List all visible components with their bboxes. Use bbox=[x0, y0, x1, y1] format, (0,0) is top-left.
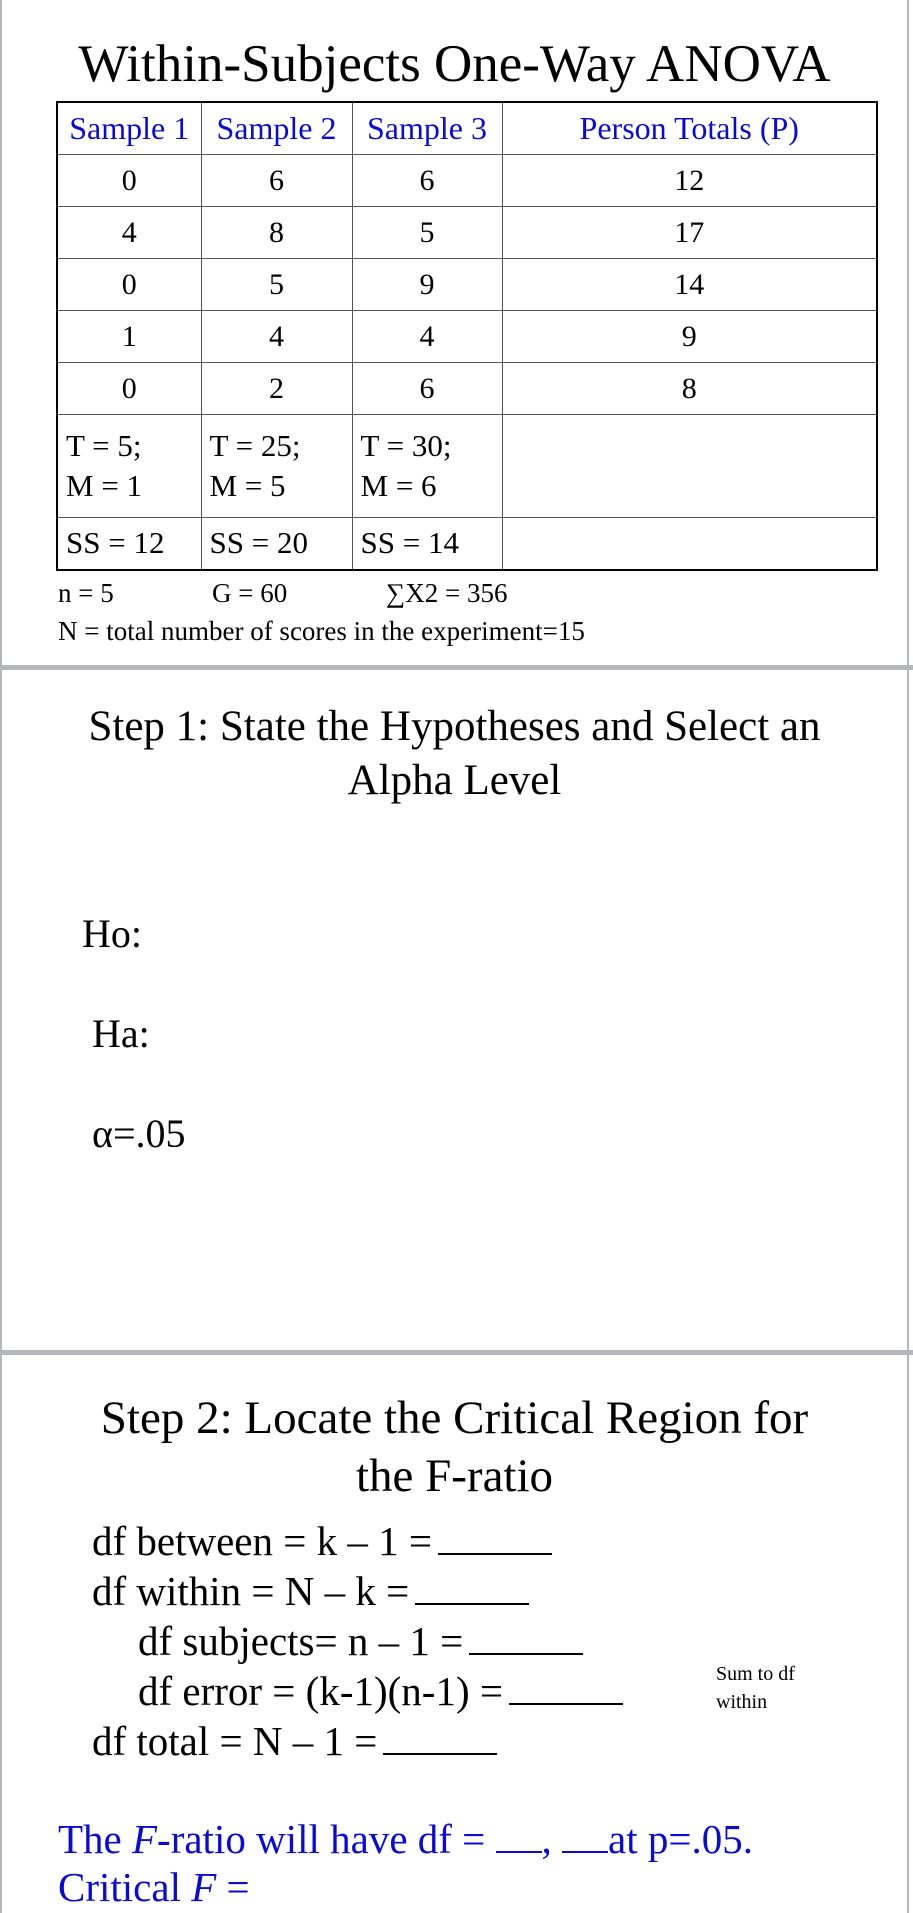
table-cell: 6 bbox=[352, 155, 502, 207]
table-cell: 14 bbox=[502, 259, 877, 311]
n-value: n = 5 bbox=[58, 578, 114, 608]
sum-note: Sum to df within bbox=[716, 1663, 795, 1713]
df-subjects-line bbox=[138, 1617, 583, 1665]
critical-text: Critical bbox=[58, 1864, 192, 1910]
df-within-label: df within = N – k = bbox=[92, 1568, 410, 1614]
total-value: T = 30; bbox=[360, 427, 452, 463]
critical-f-line bbox=[58, 1863, 250, 1911]
table-row bbox=[57, 207, 877, 259]
table-cell: 1 bbox=[57, 311, 201, 363]
total-value: T = 5; bbox=[66, 427, 142, 463]
df-error-blank bbox=[509, 1671, 623, 1705]
alt-hypothesis: Ha: bbox=[92, 1011, 150, 1056]
slide-step2 bbox=[0, 1355, 909, 1913]
df-error-line bbox=[138, 1667, 623, 1715]
fratio-text: -ratio will have df = bbox=[157, 1816, 496, 1862]
step2-title-line1: Step 2: Locate the Critical Region for bbox=[100, 1392, 809, 1444]
df2-blank bbox=[562, 1821, 608, 1853]
slide-step1 bbox=[0, 670, 909, 1350]
df-within-blank bbox=[415, 1571, 529, 1605]
table-cell: 4 bbox=[57, 207, 201, 259]
table-row bbox=[57, 259, 877, 311]
table-cell: 8 bbox=[201, 207, 352, 259]
df-subjects-blank bbox=[469, 1621, 583, 1655]
table-cell: 9 bbox=[352, 259, 502, 311]
f-symbol: F bbox=[132, 1816, 158, 1862]
f-symbol: F bbox=[191, 1864, 217, 1910]
mean-value: M = 1 bbox=[66, 468, 143, 503]
fratio-statement bbox=[58, 1815, 753, 1863]
table-cell: 2 bbox=[201, 363, 352, 415]
column-header: Sample 2 bbox=[201, 102, 352, 155]
table-header-row bbox=[57, 102, 877, 155]
alpha-level: α=.05 bbox=[92, 1111, 186, 1156]
ss-row bbox=[57, 518, 877, 571]
table-row bbox=[57, 363, 877, 415]
df-subjects-label: df subjects= n – 1 = bbox=[138, 1618, 464, 1664]
slide-anova-table bbox=[0, 0, 909, 665]
df-between-line bbox=[92, 1517, 552, 1565]
mean-value: M = 5 bbox=[209, 468, 286, 503]
fratio-text: , bbox=[541, 1816, 563, 1862]
df-error-label: df error = (k-1)(n-1) = bbox=[138, 1668, 503, 1714]
ss-cell: SS = 20 bbox=[201, 518, 352, 571]
df-within-line bbox=[92, 1567, 529, 1615]
empty-cell bbox=[502, 415, 877, 518]
df-total-blank bbox=[383, 1721, 497, 1755]
table-cell: 6 bbox=[352, 363, 502, 415]
df-between-label: df between = k – 1 = bbox=[92, 1518, 432, 1564]
df-between-blank bbox=[438, 1521, 552, 1555]
column-header: Person Totals (P) bbox=[502, 102, 877, 155]
g-value: G = 60 bbox=[212, 578, 288, 608]
sum-x2-value: ∑X2 = 356 bbox=[386, 578, 508, 608]
table-cell: 17 bbox=[502, 207, 877, 259]
anova-data-table bbox=[56, 101, 878, 571]
table-cell: 5 bbox=[352, 207, 502, 259]
df1-blank bbox=[496, 1821, 542, 1853]
total-mean-cell bbox=[352, 415, 502, 518]
table-cell: 12 bbox=[502, 155, 877, 207]
slide-title: Within-Subjects One-Way ANOVA bbox=[78, 35, 831, 93]
step1-title bbox=[2, 700, 907, 808]
total-value: T = 25; bbox=[209, 427, 301, 463]
critical-text: = bbox=[216, 1864, 250, 1910]
step2-title-line2: the F-ratio bbox=[355, 1450, 554, 1502]
ss-cell: SS = 12 bbox=[57, 518, 201, 571]
totals-row bbox=[57, 415, 877, 518]
df-total-line bbox=[92, 1717, 497, 1765]
empty-cell bbox=[502, 518, 877, 571]
table-cell: 9 bbox=[502, 311, 877, 363]
table-cell: 8 bbox=[502, 363, 877, 415]
table-cell: 6 bbox=[201, 155, 352, 207]
fratio-text: at p=.05. bbox=[608, 1816, 754, 1862]
table-cell: 5 bbox=[201, 259, 352, 311]
column-header: Sample 3 bbox=[352, 102, 502, 155]
fratio-text: The bbox=[58, 1816, 132, 1862]
table-cell: 4 bbox=[201, 311, 352, 363]
mean-value: M = 6 bbox=[360, 468, 437, 503]
table-cell: 4 bbox=[352, 311, 502, 363]
total-mean-cell bbox=[57, 415, 201, 518]
total-n-description: N = total number of scores in the experiment=15 bbox=[58, 616, 585, 646]
null-hypothesis: Ho: bbox=[82, 911, 142, 956]
df-total-label: df total = N – 1 = bbox=[92, 1718, 378, 1764]
table-cell: 0 bbox=[57, 259, 201, 311]
table-cell: 0 bbox=[57, 155, 201, 207]
total-mean-cell bbox=[201, 415, 352, 518]
column-header: Sample 1 bbox=[57, 102, 201, 155]
ss-cell: SS = 14 bbox=[352, 518, 502, 571]
table-row bbox=[57, 155, 877, 207]
step1-title-line1: Step 1: State the Hypotheses and Select an bbox=[88, 703, 821, 750]
step1-title-line2: Alpha Level bbox=[347, 757, 562, 804]
table-row bbox=[57, 311, 877, 363]
step2-title bbox=[2, 1389, 907, 1505]
table-cell: 0 bbox=[57, 363, 201, 415]
